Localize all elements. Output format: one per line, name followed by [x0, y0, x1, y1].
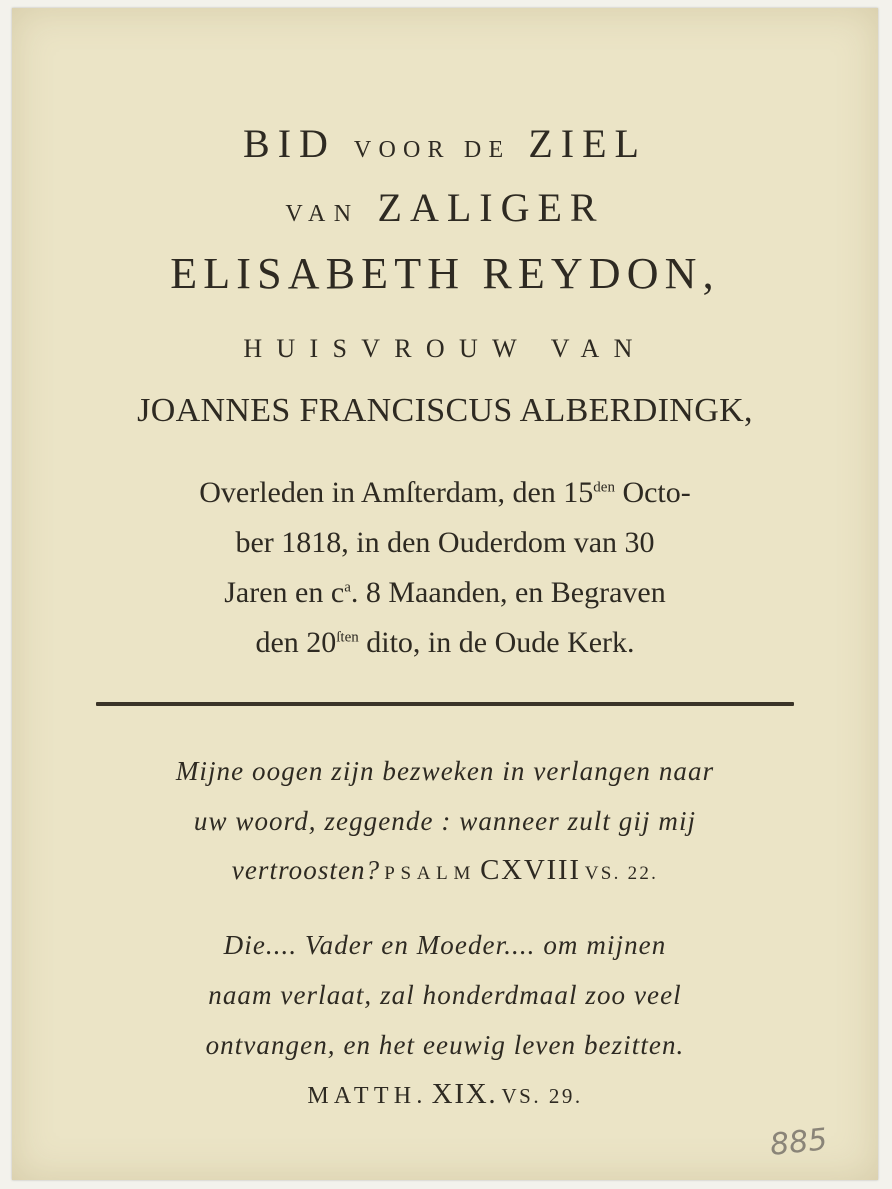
death-line-3: [12, 576, 878, 610]
matthew-line-2: naam verlaat, zal honderdmaal zoo veel: [208, 980, 682, 1010]
death-line-1: [12, 476, 878, 510]
death-line-3-end: . 8 Maanden, en Begraven: [350, 576, 666, 609]
heading-bid: BID: [243, 121, 336, 166]
matthew-label: MATTH.: [307, 1083, 428, 1109]
matthew-line-3: ontvangen, en het eeuwig leven bezitten.: [205, 1030, 685, 1060]
deceased-name: ELISABETH REYDON,: [170, 249, 720, 298]
death-line-4-text: den 20: [255, 626, 337, 659]
heading-line-2: [12, 184, 878, 231]
psalm-line-3: [12, 854, 878, 887]
prayer-card: [12, 8, 878, 1180]
death-line-2: ber 1818, in den Ouderdom van 30: [235, 526, 655, 559]
handwritten-annotation: 885: [768, 1122, 829, 1163]
psalm-text-end: vertroosten?: [231, 855, 381, 885]
heading-voor-de: VOOR DE: [353, 137, 511, 163]
heading-ziel: ZIEL: [528, 121, 647, 166]
psalm-verse: VS. 22.: [584, 863, 659, 884]
matthew-reference: [12, 1078, 878, 1111]
death-line-1-sup: den: [593, 479, 615, 496]
psalm-number: CXVIII: [480, 854, 581, 886]
matthew-line-1: Die.... Vader en Moeder.... om mijnen: [223, 930, 667, 960]
matthew-verse: VS. 29.: [501, 1084, 583, 1108]
death-line-3-text: Jaren en c: [224, 576, 345, 609]
matthew-chapter: XIX.: [431, 1078, 498, 1110]
death-line-1-end: Octo-: [614, 476, 691, 509]
psalm-label: PSALM: [384, 863, 477, 884]
death-line-4-end: dito, in de Oude Kerk.: [358, 626, 635, 659]
psalm-line-2: uw woord, zeggende : wanneer zult gij mij: [193, 806, 697, 836]
heading-line-1: [12, 120, 878, 167]
husband-name: JOANNES FRANCISCUS ALBERDINGK,: [137, 392, 753, 429]
heading-zaliger: ZALIGER: [377, 185, 605, 230]
psalm-line-1: Mijne oogen zijn bezweken in verlangen naar: [175, 756, 715, 786]
death-line-1-text: Overleden in Amſterdam, den 15: [199, 476, 594, 509]
death-line-4-sup: ſten: [336, 629, 359, 646]
death-line-4: [12, 626, 878, 660]
death-line-3-sup: a: [344, 579, 351, 596]
heading-huisvrouw-van: HUISVROUW VAN: [243, 334, 647, 363]
divider-rule: [96, 702, 794, 706]
heading-van: VAN: [285, 201, 360, 227]
